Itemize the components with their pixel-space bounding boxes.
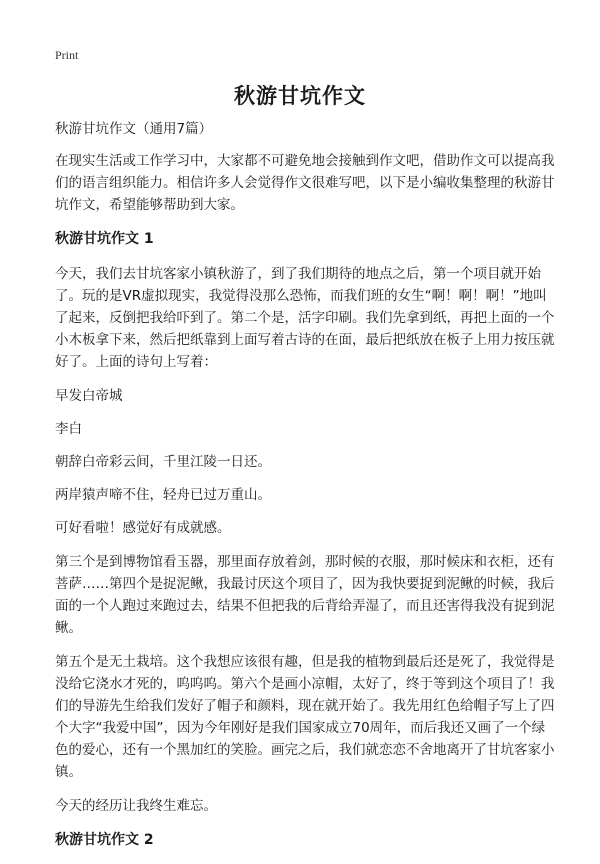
poem-line: 两岸猿声啼不住，轻舟已过万重山。 (55, 487, 271, 503)
section-heading-2: 秋游甘坑作文 2 (55, 832, 154, 848)
paragraph: 可好看啦！感觉好有成就感。 (55, 520, 231, 536)
poem-line: 朝辞白帝彩云间，千里江陵一日还。 (55, 454, 271, 470)
intro-paragraph: 在现实生活或工作学习中，大家都不可避免地会接触到作文吧，借助作文可以提高我们的语言组织能力。相信许多人会觉得作文很难写吧，以下是小编收集整理的秋游甘坑作文，希望能够帮助到大家。 (55, 153, 555, 213)
print-label: Print (55, 48, 79, 62)
article-body (55, 118, 555, 864)
article-subtitle: 秋游甘坑作文（通用7篇） (55, 121, 213, 137)
poem-title: 早发白帝城 (55, 388, 123, 404)
paragraph: 今天的经历让我终生难忘。 (55, 798, 217, 814)
paragraph: 第五个是无土栽培。这个我想应该很有趣，但是我的植物到最后还是死了，我觉得是没给它浇水才死的，呜呜呜。第六个是画小凉帽，太好了，终于等到这个项目了！我们的导游先生给我们发好了帽子和颜料，现在就开始了。我先用红色给帽子写上了四个大字“我爱中国”，因为今年刚好是我们国家成立70周年，而后我还又画了一个绿色的爱心，还有一个黑加红的笑脸。画完之后，我们就恋恋不舍地离开了甘坑客家小镇。 (55, 654, 555, 780)
section-heading-1: 秋游甘坑作文 1 (55, 231, 154, 247)
paragraph: 今天，我们去甘坑客家小镇秋游了，到了我们期待的地点之后，第一个项目就开始了。玩的是VR虚拟现实，我觉得没那么恐怖，而我们班的女生“啊！啊！啊！”地叫了起来，反倒把我给吓到了。第二个是，活字印刷。我们先拿到纸，再把上面的一个小木板拿下来，然后把纸靠到上面写着古诗的在面，最后把纸放在板子上用力按压就好了。上面的诗句上写着： (55, 266, 555, 370)
poem-author: 李白 (55, 421, 82, 437)
paragraph: 第三个是到博物馆看玉器，那里面存放着剑，那时候的衣服，那时候床和衣柜，还有菩萨……第四个是捉泥鳅，我最讨厌这个项目了，因为我快要捉到泥鳅的时候，我后面的一个人跑过来跑过去，结果不但把我的后背给弄湿了，而且还害得我没有捉到泥鳅。 (55, 554, 555, 636)
page-title: 秋游甘坑作文 (234, 84, 366, 108)
